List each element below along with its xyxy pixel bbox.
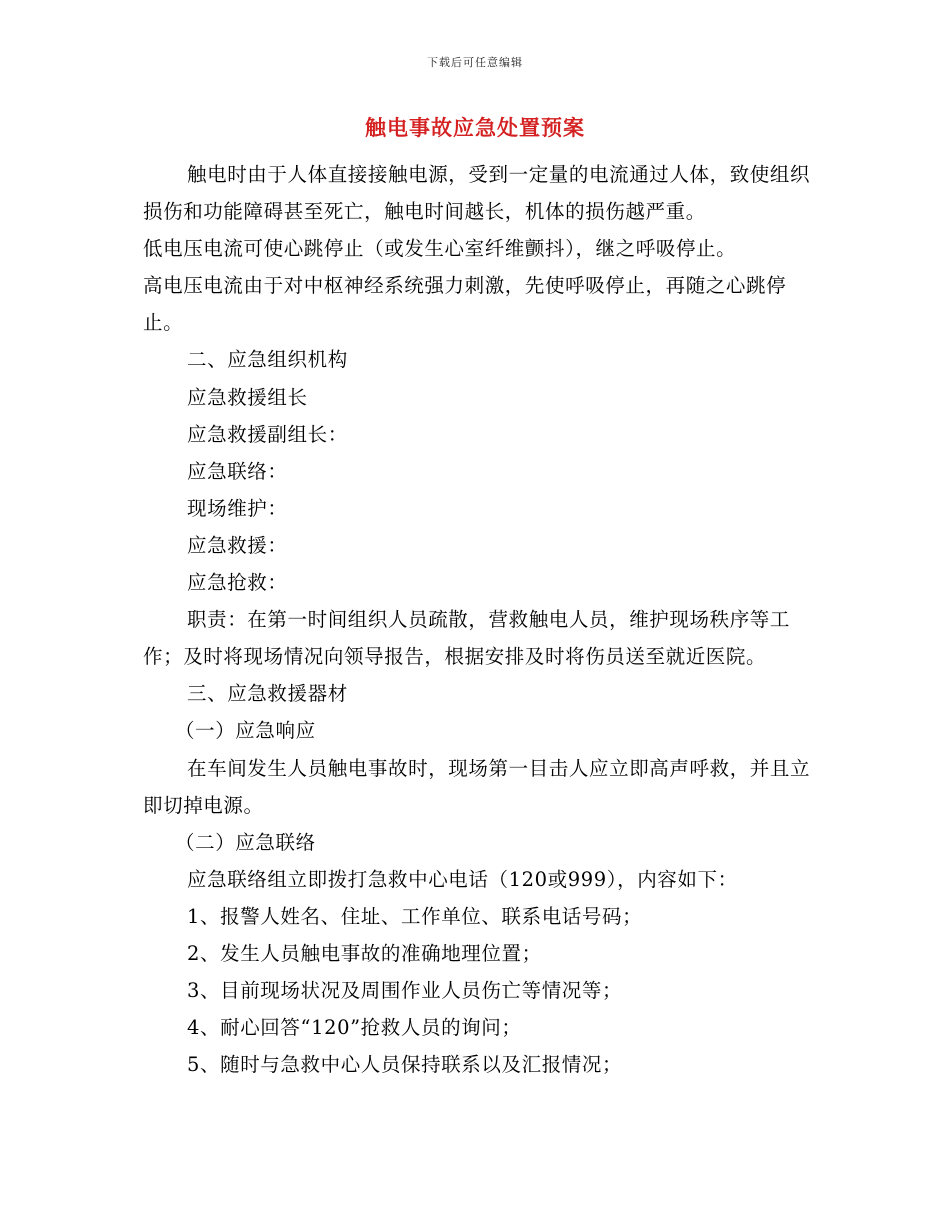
role-site-maintenance: 现场维护： — [187, 496, 288, 520]
document-title: 触电事故应急处置预案 — [365, 115, 585, 140]
list-item: 5、随时与急救中心人员保持联系以及汇报情况； — [187, 1053, 623, 1077]
paragraph-high-voltage: 高电压电流由于对中枢神经系统强力刺激，先使呼吸停止，再随之心跳停止。 — [143, 274, 787, 335]
section-heading-organization: 二、应急组织机构 — [187, 348, 348, 372]
list-item: 3、目前现场状况及周围作业人员伤亡等情况等； — [187, 979, 623, 1003]
list-item: 4、耐心回答“120”抢救人员的询问； — [187, 1016, 522, 1040]
section-heading-equipment: 三、应急救援器材 — [187, 682, 348, 706]
paragraph-contact-intro: 应急联络组立即拨打急救中心电话（120或999），内容如下： — [187, 867, 738, 891]
paragraph-response: 在车间发生人员触电事故时，现场第一目击人应立即高声呼救，并且立即切掉电源。 — [143, 756, 811, 817]
header-note: 下载后可任意编辑 — [427, 56, 523, 69]
paragraph-intro: 触电时由于人体直接接触电源，受到一定量的电流通过人体，致使组织损伤和功能障碍甚至死亡，触电时间越长，机体的损伤越严重。 — [143, 163, 811, 224]
subsection-heading-contact: （二）应急联络 — [175, 830, 316, 854]
role-rescue: 应急救援： — [187, 533, 288, 557]
role-leader: 应急救援组长 — [187, 385, 308, 409]
subsection-heading-response: （一）应急响应 — [175, 719, 316, 743]
paragraph-duties: 职责：在第一时间组织人员疏散，营救触电人员，维护现场秩序等工作；及时将现场情况向领导报告，根据安排及时将伤员送至就近医院。 — [143, 608, 791, 669]
list-item: 2、发生人员触电事故的准确地理位置； — [187, 941, 542, 965]
paragraph-low-voltage: 低电压电流可使心跳停止（或发生心室纤维颤抖），继之呼吸停止。 — [143, 237, 737, 261]
list-item: 1、报警人姓名、住址、工作单位、联系电话号码； — [187, 904, 643, 928]
role-contact: 应急联络： — [187, 459, 288, 483]
role-first-aid: 应急抢救： — [187, 571, 288, 595]
document-body — [143, 156, 811, 1083]
role-deputy-leader: 应急救援副组长： — [187, 422, 348, 446]
